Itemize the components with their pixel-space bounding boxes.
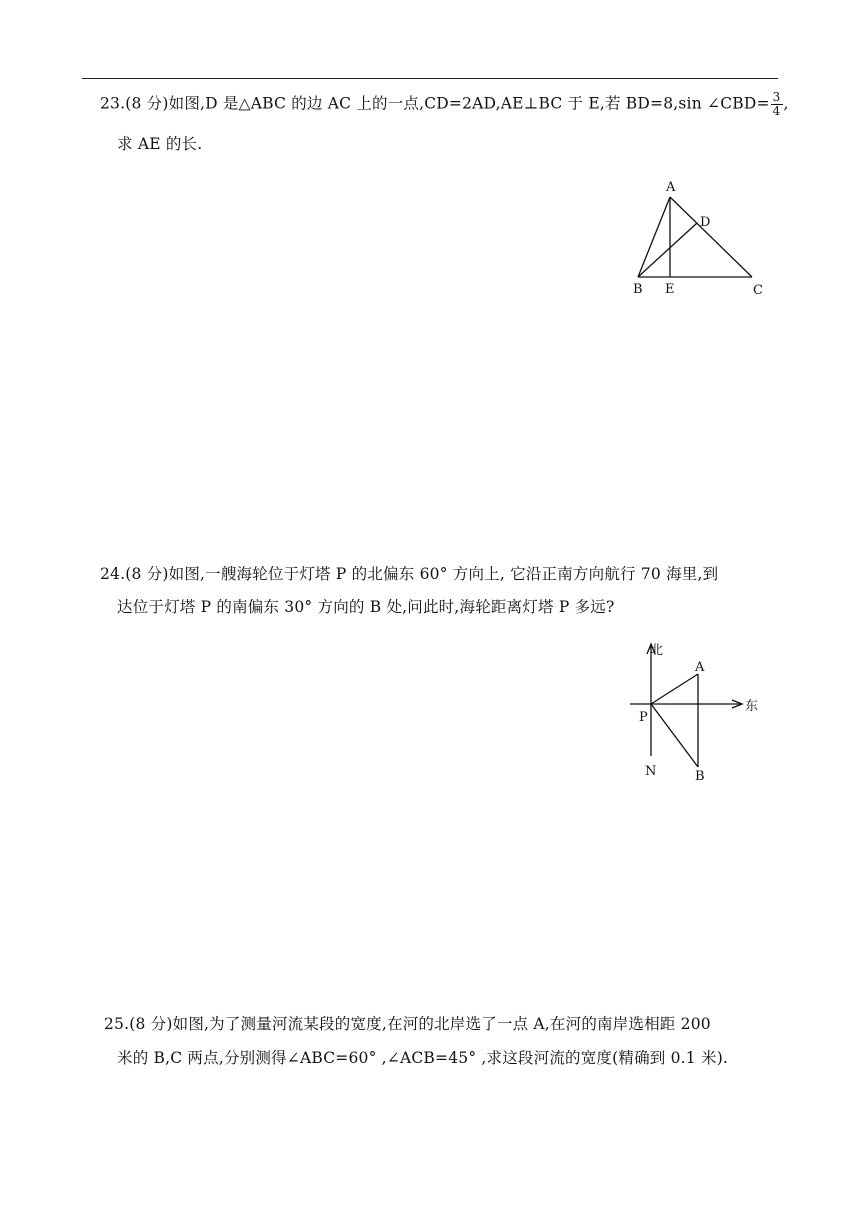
- label-E: E: [665, 282, 675, 297]
- label-A: A: [695, 660, 705, 675]
- label-east: 东: [745, 699, 759, 714]
- q23-line1: [100, 91, 789, 118]
- label-P: P: [639, 710, 648, 725]
- segment-PB: [651, 704, 698, 767]
- q25-line1: 25.(8 分)如图,为了测量河流某段的宽度,在河的北岸选了一点 A,在河的南岸选相距 200: [104, 1015, 711, 1033]
- segment-BD: [638, 223, 697, 277]
- q25-line2: 米的 B,C 两点,分别测得∠ABC=60° ,∠ACB=45° ,求这段河流的宽度(精确到 0.1 米).: [117, 1049, 729, 1067]
- q23-fraction-denominator: 4: [772, 104, 781, 118]
- label-north: 北: [650, 643, 664, 658]
- label-D: D: [700, 215, 711, 230]
- q23-line2: 求 AE 的长.: [117, 135, 203, 153]
- q24-compass-figure: [620, 630, 780, 790]
- label-B: B: [633, 282, 643, 297]
- label-C: C: [753, 283, 763, 298]
- label-A: A: [666, 180, 676, 195]
- q24-line2: 达位于灯塔 P 的南偏东 30° 方向的 B 处,问此时,海轮距离灯塔 P 多远?: [117, 598, 615, 616]
- top-rule: [82, 78, 778, 79]
- q24-line1: 24.(8 分)如图,一艘海轮位于灯塔 P 的北偏东 60° 方向上, 它沿正南方向航行 70 海里,到: [100, 565, 719, 583]
- label-N: N: [645, 764, 657, 779]
- label-B: B: [695, 769, 705, 784]
- q23-comma: ,: [783, 94, 789, 113]
- q23-triangle-figure: [620, 170, 780, 300]
- q23-fraction-numerator: 3: [772, 90, 781, 104]
- segment-AB: [638, 197, 670, 277]
- q23-text: 23.(8 分)如图,D 是△ABC 的边 AC 上的一点,CD=2AD,AE⊥BC 于 E,若 BD=8,sin ∠CBD=: [100, 94, 770, 113]
- q23-fraction: [771, 91, 783, 118]
- segment-PA: [651, 674, 698, 704]
